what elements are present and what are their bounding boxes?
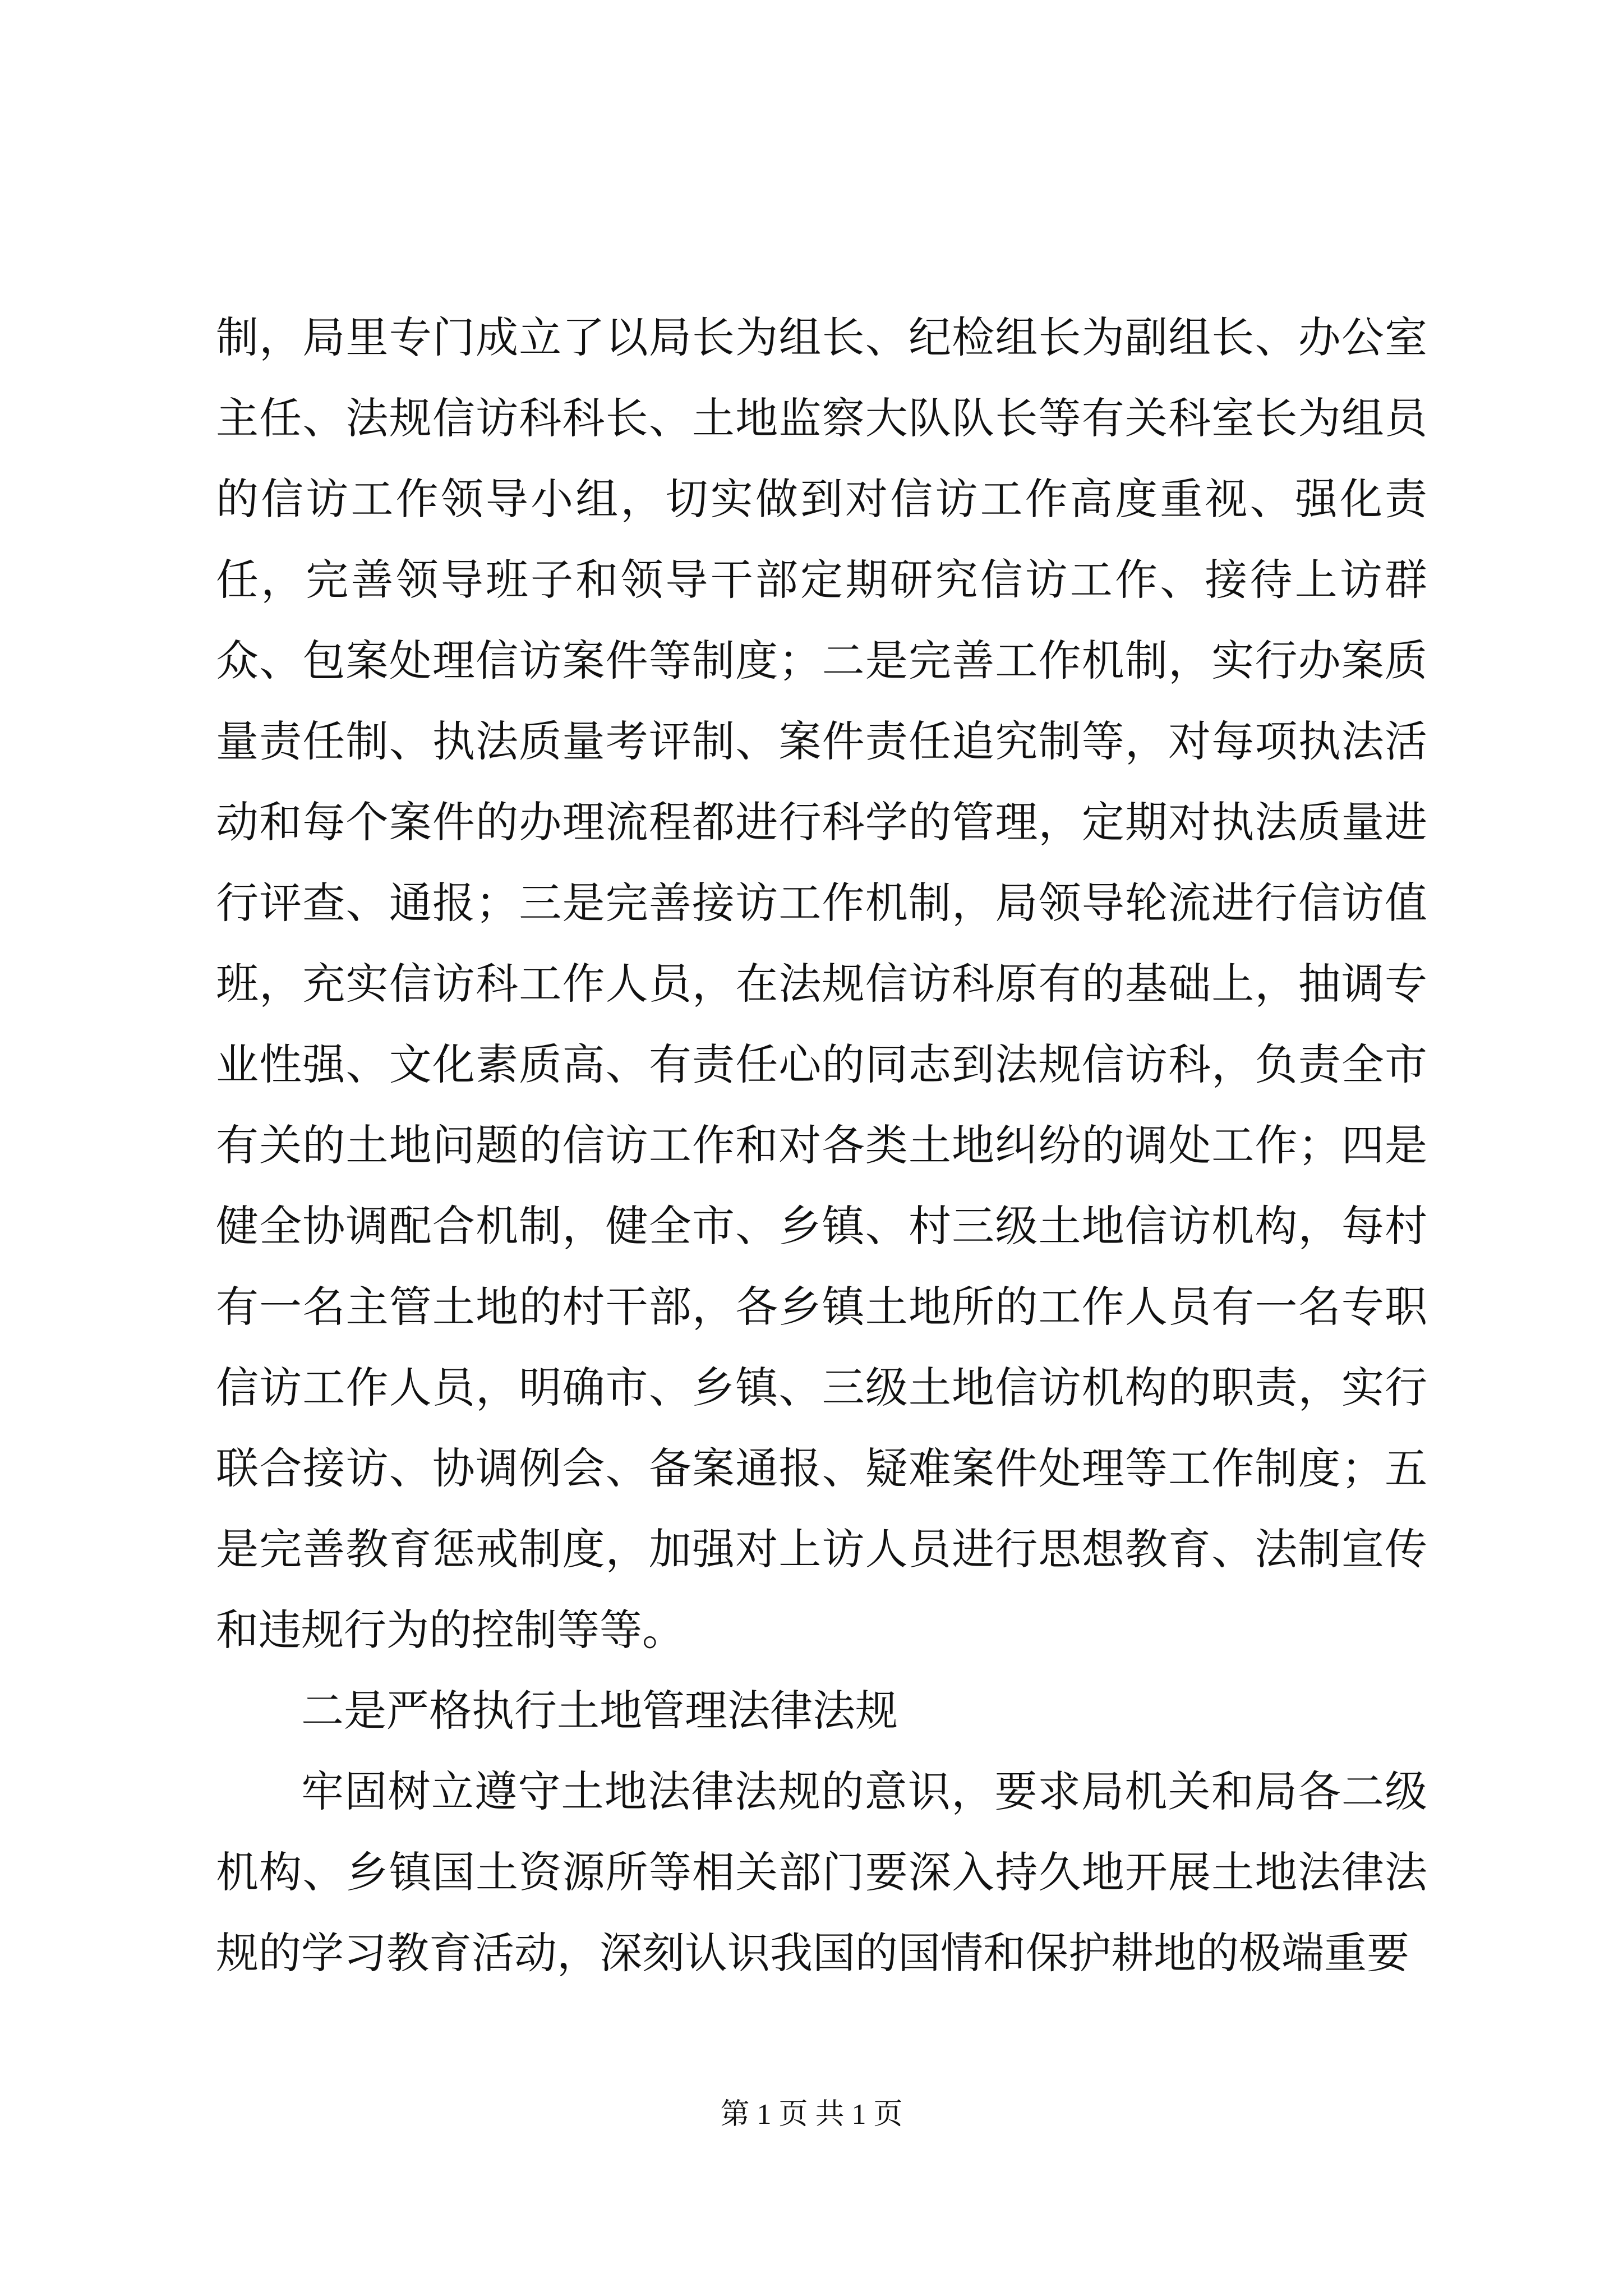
document-body	[216, 297, 1427, 1994]
paragraph: 牢固树立遵守土地法律法规的意识，要求局机关和局各二级机构、乡镇国土资源所等相关部门要深入持久地开展土地法律法规的学习教育活动，深刻认识我国的国情和保护耕地的极端重要	[216, 1766, 1427, 1978]
page-footer: 第 1 页 共 1 页	[720, 2099, 903, 2131]
section-heading: 二是严格执行土地管理法律法规	[301, 1686, 898, 1736]
paragraph-continued: 制，局里专门成立了以局长为组长、纪检组长为副组长、办公室主任、法规信访科科长、土地监察大队队长等有关科室长为组员的信访工作领导小组，切实做到对信访工作高度重视、强化责任，完善领导班子和领导干部定期研究信访工作、接待上访群众、包案处理信访案件等制度；二是完善工作机制，实行办案质量责任制、执法质量考评制、案件责任追究制等，对每项执法活动和每个案件的办理流程都进行科学的管理，定期对执法质量进行评查、通报；三是完善接访工作机制，局领导轮流进行信访值班，充实信访科工作人员，在法规信访科原有的基础上，抽调专业性强、文化素质高、有责任心的同志到法规信访科，负责全市有关的土地问题的信访工作和对各类土地纠纷的调处工作；四是健全协调配合机制，健全市、乡镇、村三级土地信访机构，每村有一名主管土地的村干部，各乡镇土地所的工作人员有一名专职信访工作人员，明确市、乡镇、三级土地信访机构的职责，实行联合接访、协调例会、备案通报、疑难案件处理等工作制度；五是完善教育惩戒制度，加强对上访人员进行思想教育、法制宣传和违规行为的控制等等。	[216, 312, 1427, 1655]
